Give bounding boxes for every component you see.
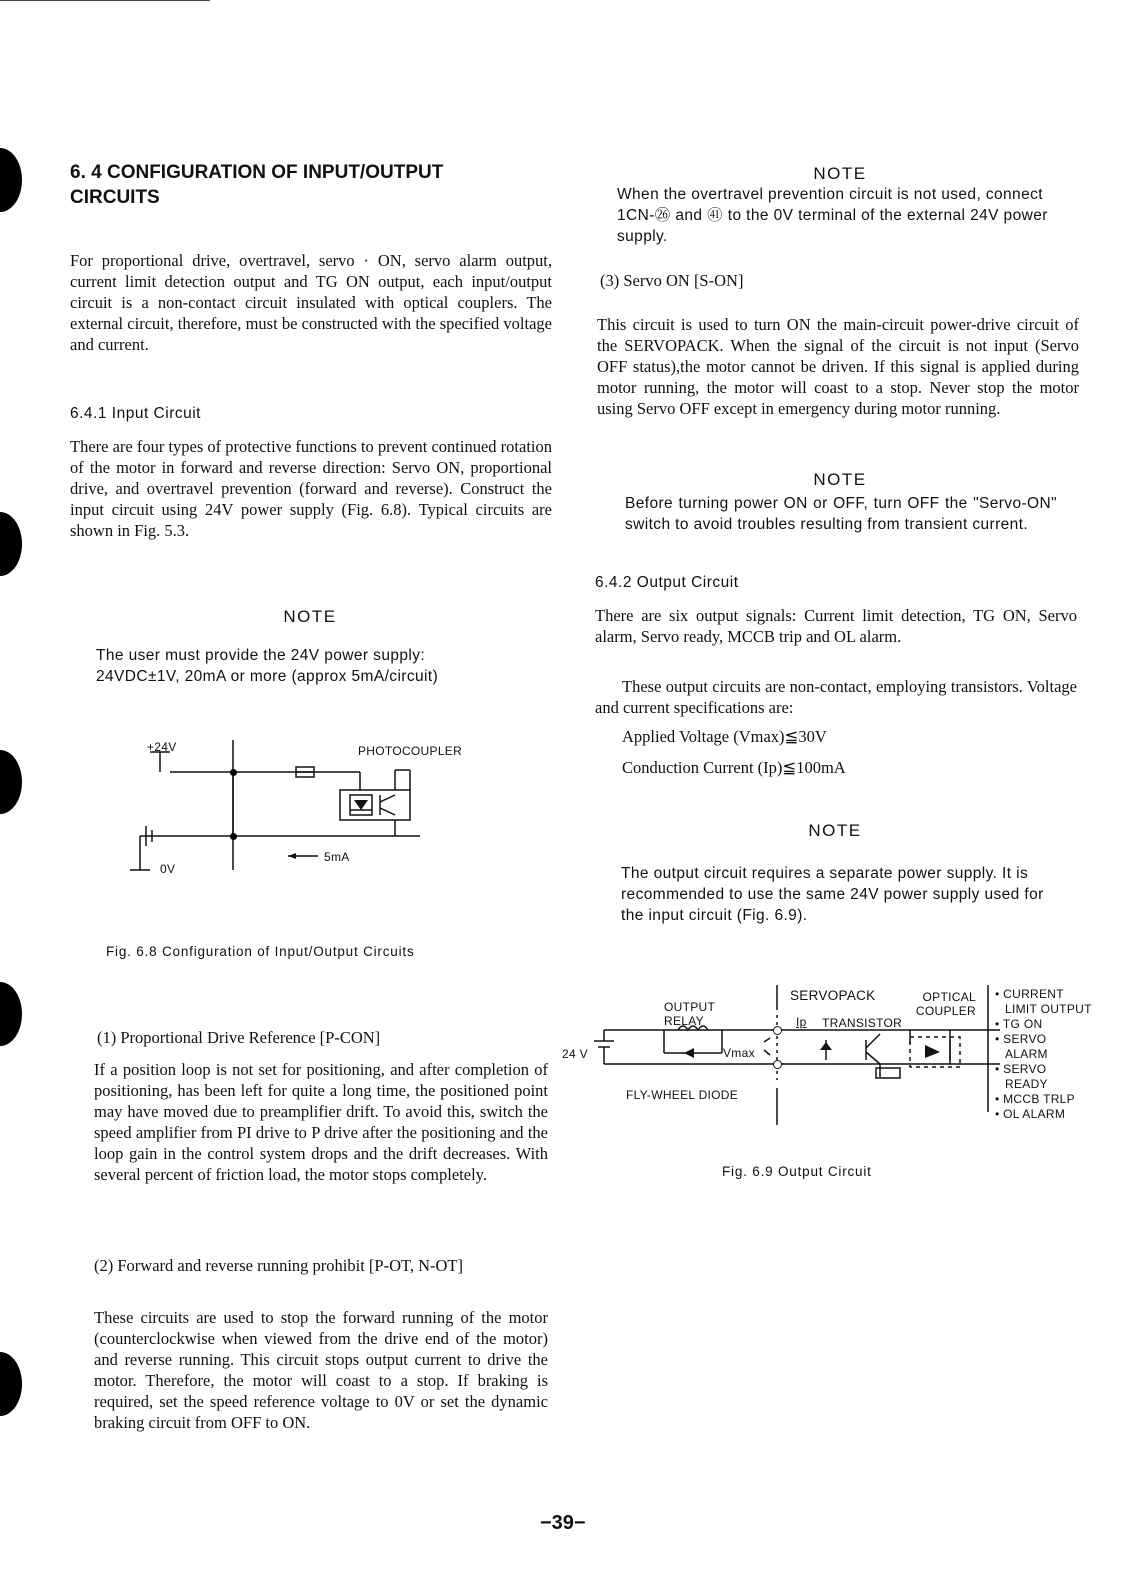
spec-voltage: Applied Voltage (Vmax)≦30V: [622, 727, 827, 746]
label-24v: +24V: [147, 740, 177, 754]
label-flywheel-diode: FLY-WHEEL DIODE: [626, 1088, 739, 1102]
label-ip: Ip: [796, 1015, 807, 1029]
intro-paragraph: For proportional drive, overtravel, servo · ON, servo alarm output, current limit detection output and TG ON output, each input/output circuit is a non-contact circuit insulated with optical couplers. The external circuit, therefore, must be constructed with the specified voltage and current.: [70, 251, 552, 354]
item-1-paragraph: If a position loop is not set for positioning, and after completion of positioning, has been left for quite a long time, the positioned point may have moved due to preamplifier drift. To avoid this, switch the speed amplifier from PI drive to P drive after the positioning and the loop gain in the control system drops and the drift decreases. With several percent of friction load, the motor stops completely.: [94, 1060, 548, 1184]
input-circuit-heading: 6.4.1 Input Circuit: [70, 405, 201, 422]
note-body: The user must provide the 24V power supply: 24VDC±1V, 20mA or more (approx 5mA/circuit): [96, 647, 439, 685]
label-transistor: TRANSISTOR: [822, 1016, 903, 1030]
output-signal-list: • CURRENT LIMIT OUTPUT • TG ON • SERVO ALARM • SERVO READY • MCCB TRLP • OL ALARM: [995, 987, 1092, 1121]
item-1-heading: (1) Proportional Drive Reference [P-CON]: [97, 1028, 381, 1047]
note-title: NOTE: [283, 607, 337, 626]
output-note-title: NOTE: [808, 821, 862, 840]
note-overtravel-title: NOTE: [813, 164, 867, 183]
label-output-relay: OUTPUT RELAY: [664, 1000, 716, 1028]
label-vmax: Vmax: [723, 1046, 755, 1060]
note-overtravel-body: When the overtravel prevention circuit is not used, connect 1CN-㉖ and ㊶ to the 0V terminal of the external 24V power supply.: [617, 186, 1048, 245]
label-servopack: SERVOPACK: [790, 988, 876, 1003]
note-servo-on-body: Before turning power ON or OFF, turn OFF the "Servo-ON" switch to avoid troubles resulting from transient current.: [625, 495, 1057, 533]
page-number: −39−: [540, 1512, 586, 1534]
label-0v: 0V: [160, 862, 176, 876]
label-24v-output: 24 V: [562, 1047, 588, 1061]
input-circuit-paragraph: There are four types of protective functions to prevent continued rotation of the motor in forward and reverse direction: Servo ON, proportional drive, and overtravel prevention (forward and reverse). Construct the input circuit using 24V power supply (Fig. 6.8). Typical circuits are shown in Fig. 5.3.: [70, 437, 552, 540]
label-current: 5mA: [324, 850, 350, 864]
fig68-caption: Fig. 6.8 Configuration of Input/Output Circuits: [106, 944, 415, 959]
junction-dot: [773, 1026, 782, 1035]
item-3-heading: (3) Servo ON [S-ON]: [600, 271, 744, 290]
output-spec-paragraph: These output circuits are non-contact, employing transistors. Voltage and current specifications are:: [595, 677, 1077, 717]
junction-dot: [773, 1060, 782, 1069]
output-circuit-heading: 6.4.2 Output Circuit: [595, 574, 739, 591]
note-servo-on-title: NOTE: [813, 470, 867, 489]
fig69-caption: Fig. 6.9 Output Circuit: [722, 1164, 872, 1179]
output-circuit-paragraph: There are six output signals: Current limit detection, TG ON, Servo alarm, Servo ready, MCCB trip and OL alarm.: [595, 606, 1077, 646]
output-note-body: The output circuit requires a separate power supply. It is recommended to use the same 24V power supply used for the input circuit (Fig. 6.9).: [621, 865, 1044, 924]
label-photocoupler: PHOTOCOUPLER: [358, 744, 463, 758]
section-title: 6. 4 CONFIGURATION OF INPUT/OUTPUT CIRCUITS: [70, 162, 444, 208]
item-2-paragraph: These circuits are used to stop the forward running of the motor (counterclockwise when viewed from the drive end of the motor) and reverse running. This circuit stops output current to drive the motor. Therefore, the motor will coast to a stop. If braking is required, set the speed reference voltage to 0V or set the dynamic braking circuit from OFF to ON.: [94, 1308, 548, 1432]
label-optical-coupler: OPTICAL COUPLER: [915, 990, 976, 1018]
item-3-paragraph: This circuit is used to turn ON the main-circuit power-drive circuit of the SERVOPACK. When the signal of the circuit is not input (Servo OFF status),the motor cannot be driven. If this signal is applied during motor running, the motor will coast to a stop. Never stop the motor using Servo OFF except in emergency during motor running.: [597, 315, 1079, 418]
spec-current: Conduction Current (Ip)≦100mA: [622, 758, 846, 777]
binder-hole: [0, 1352, 22, 1416]
item-2-heading: (2) Forward and reverse running prohibit [P-OT, N-OT]: [94, 1256, 464, 1275]
